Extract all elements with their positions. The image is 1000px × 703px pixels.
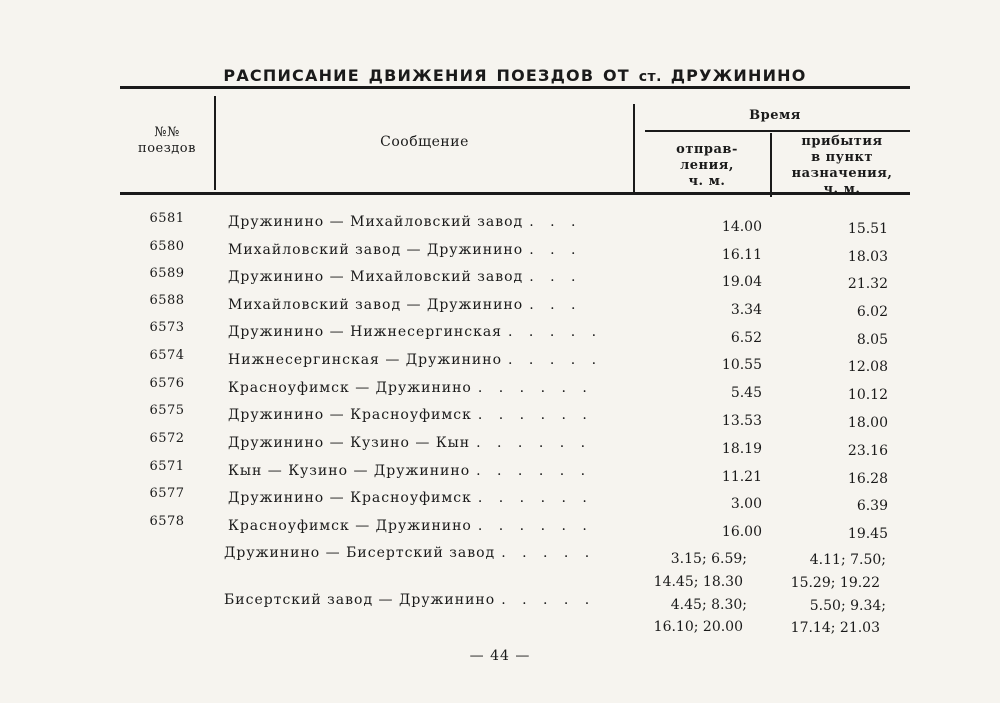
departure-times-line1: 3.15; 6.59;	[670, 551, 747, 567]
departure-times-line1: 4.45; 8.30;	[670, 597, 747, 613]
leader-dots: . . . . .	[508, 352, 603, 368]
train-number: 6575	[149, 403, 185, 418]
departure-time: 19.04	[721, 274, 762, 290]
train-number: 6588	[149, 293, 185, 308]
arrival-times-line1: 4.11; 7.50;	[809, 552, 886, 568]
route-name	[228, 463, 638, 479]
arrival-time: 6.02	[856, 304, 888, 320]
departure-times-line2: 14.45; 18.30	[653, 574, 743, 590]
route-text: Дружинино — Нижнесергинская	[228, 324, 503, 340]
time-subheader-rule	[645, 130, 910, 132]
arrival-time: 19.45	[847, 526, 888, 542]
arrival-time: 18.00	[847, 415, 888, 431]
header-arrival	[776, 134, 908, 198]
table-top-rule	[120, 86, 910, 89]
route-name	[228, 297, 638, 313]
route-text: Дружинино — Михайловский завод	[228, 269, 524, 285]
train-number: 6571	[149, 459, 185, 474]
title-main: РАСПИСАНИЕ ДВИЖЕНИЯ ПОЕЗДОВ ОТ	[223, 66, 630, 85]
header-arrival-line3: назначения,	[791, 166, 893, 181]
header-route	[216, 134, 633, 150]
arrival-times-line2: 15.29; 19.22	[790, 575, 880, 591]
header-arrival-line1: прибытия	[801, 134, 883, 149]
leader-dots: . . . . .	[501, 592, 596, 608]
route-name	[228, 324, 638, 340]
route-text: Дружинино — Бисертский завод	[224, 545, 496, 561]
train-number: 6578	[149, 514, 185, 529]
arrival-time: 8.05	[856, 332, 888, 348]
arrival-time: 15.51	[847, 221, 888, 237]
header-train-number	[122, 125, 212, 157]
title-station: ДРУЖИНИНО	[670, 66, 807, 85]
route-text: Дружинино — Кузино — Кын	[228, 435, 471, 451]
header-time-label: Время	[749, 108, 801, 123]
header-departure-line1: отправ-	[676, 142, 738, 157]
header-departure-line2: ления,	[680, 158, 734, 173]
route-name	[224, 545, 634, 561]
page-number: — 44 —	[469, 648, 531, 664]
route-text: Дружинино — Михайловский завод	[228, 214, 524, 230]
route-name	[228, 214, 638, 230]
header-arrival-line2: в пункт	[811, 150, 873, 165]
departure-time: 16.00	[721, 524, 762, 540]
column-divider-route	[633, 104, 635, 192]
departure-time: 13.53	[721, 413, 762, 429]
arrival-time: 23.16	[847, 443, 888, 459]
route-text: Красноуфимск — Дружинино	[228, 380, 472, 396]
route-text: Нижнесергинская — Дружинино	[228, 352, 503, 368]
route-name	[228, 380, 638, 396]
departure-time: 3.00	[730, 496, 762, 512]
departure-times-line2: 16.10; 20.00	[653, 619, 743, 635]
page-title	[120, 66, 910, 85]
route-text: Михайловский завод — Дружинино	[228, 297, 524, 313]
train-number: 6574	[149, 348, 185, 363]
leader-dots: . . . . . .	[477, 407, 593, 423]
route-name	[228, 518, 638, 534]
leader-dots: . . . . . .	[477, 518, 593, 534]
leader-dots: . . . . . .	[476, 435, 592, 451]
train-number: 6577	[149, 486, 185, 501]
train-number: 6589	[149, 266, 185, 281]
arrival-time: 21.32	[847, 276, 888, 292]
train-number: 6581	[149, 211, 185, 226]
arrival-time: 16.28	[847, 471, 888, 487]
arrival-time: 6.39	[856, 498, 888, 514]
leader-dots: . . .	[529, 297, 582, 313]
leader-dots: . . . . .	[508, 324, 603, 340]
leader-dots: . . . . . .	[477, 490, 593, 506]
train-number: 6573	[149, 320, 185, 335]
header-departure-line3: ч. м.	[688, 174, 726, 189]
column-divider-time	[770, 133, 772, 197]
leader-dots: . . .	[529, 269, 582, 285]
route-name	[228, 407, 638, 423]
leader-dots: . . . . .	[501, 545, 596, 561]
leader-dots: . . .	[529, 242, 582, 258]
train-number: 6580	[149, 239, 185, 254]
arrival-time: 10.12	[847, 387, 888, 403]
arrival-time: 12.08	[847, 359, 888, 375]
route-name	[228, 269, 638, 285]
departure-time: 6.52	[730, 330, 762, 346]
route-text: Дружинино — Красноуфимск	[228, 490, 472, 506]
departure-time: 5.45	[730, 385, 762, 401]
leader-dots: . . . . . .	[477, 380, 593, 396]
header-departure	[648, 142, 766, 190]
title-st: ст.	[638, 69, 662, 85]
departure-time: 3.34	[730, 302, 762, 318]
route-name	[224, 592, 634, 608]
route-text: Михайловский завод — Дружинино	[228, 242, 524, 258]
arrival-time: 18.03	[847, 249, 888, 265]
route-name	[228, 490, 638, 506]
leader-dots: . . .	[529, 214, 582, 230]
departure-time: 18.19	[721, 441, 762, 457]
header-time	[640, 108, 910, 124]
route-text: Красноуфимск — Дружинино	[228, 518, 472, 534]
route-text: Дружинино — Красноуфимск	[228, 407, 472, 423]
leader-dots: . . . . . .	[476, 463, 592, 479]
route-name	[228, 435, 638, 451]
departure-time: 14.00	[721, 219, 762, 235]
header-train-number-line2: поездов	[138, 141, 196, 156]
departure-time: 16.11	[721, 247, 762, 263]
route-text: Кын — Кузино — Дружинино	[228, 463, 471, 479]
route-name	[228, 352, 638, 368]
arrival-times-line2: 17.14; 21.03	[790, 620, 880, 636]
arrival-times-line1: 5.50; 9.34;	[809, 598, 886, 614]
departure-time: 11.21	[721, 469, 762, 485]
train-number: 6576	[149, 376, 185, 391]
route-text: Бисертский завод — Дружинино	[224, 592, 496, 608]
header-route-label: Сообщение	[380, 134, 469, 150]
header-arrival-line4: ч. м.	[823, 182, 861, 197]
train-number: 6572	[149, 431, 185, 446]
departure-time: 10.55	[721, 357, 762, 373]
route-name	[228, 242, 638, 258]
header-train-number-line1: №№	[154, 125, 180, 140]
